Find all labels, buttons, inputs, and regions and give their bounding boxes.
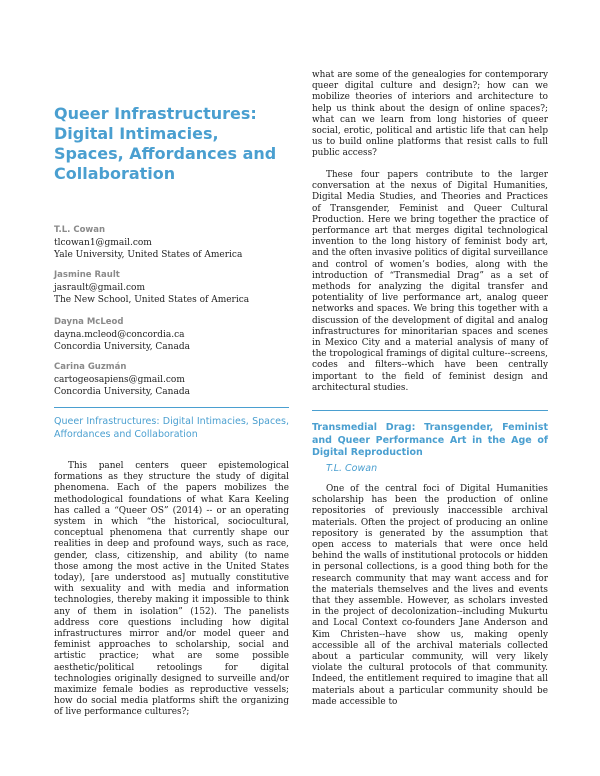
author-block <box>54 361 190 399</box>
author-name: T.L. Cowan <box>54 225 106 235</box>
author-affiliation: Concordia University, Canada <box>54 342 190 352</box>
section-byline: T.L. Cowan <box>326 463 378 474</box>
author-email: cartogeosapiens@gmail.com <box>54 374 185 385</box>
author-affiliation: Concordia University, Canada <box>54 387 190 397</box>
body-paragraph: what are some of the genealogies for contemporary queer digital culture and design?; how can we mobilize theories of interiors and architecture to help us think about the design of online spaces?; what can we learn from long histories of queer social, erotic, political and artistic life that can help us to build online platforms that resist calls to full public access? <box>312 70 548 159</box>
author-affiliation: Yale University, United States of America <box>54 250 243 260</box>
author-name: Carina Guzmán <box>54 362 127 372</box>
section-divider <box>312 410 548 411</box>
author-block <box>54 269 249 307</box>
section-divider <box>54 407 289 408</box>
paper-title: Queer Infrastructures: Digital Intimacies, Spaces, Affordances and Collaboration <box>54 104 277 183</box>
section-heading: Transmedial Drag: Transgender, Feminist and Queer Performance Art in the Age of Digital Reproduction <box>312 422 548 458</box>
section-heading: Queer Infrastructures: Digital Intimacies, Spaces, Affordances and Collaboration <box>54 416 289 440</box>
body-paragraph: One of the central foci of Digital Humanities scholarship has been the production of online repositories of previously inaccessible archival materials. Often the project of producing an online repository is generated by the assumption that open access to materials that were once held behind the walls of institutional protocols or hidden in personal collections, is a good thing both for the research community that may want access and for the materials themselves and the lives and events that they assemble. However, as scholars invested in the project of decolonization--including Mukurtu and Local Context co-founders Jane Anderson and Kim Christen--have show us, making openly accessible all of the archival materials collected about a particular community, will very likely violate the cultural protocols of that community. Indeed, the entitlement required to imagine that all materials about a particular community should be made accessible to <box>312 484 548 707</box>
author-name: Dayna McLeod <box>54 317 124 327</box>
body-paragraph: This panel centers queer epistemological formations as they structure the study of digital phenomena. Each of the papers mobilizes the methodological foundations of what Kara Keeling has called a “Queer OS” (2014) -- or an operating system in which “the historical, sociocultural, conceptual phenomena that currently shape our realities in deep and profound ways, such as race, gender, class, citizenship, and ability (to name those among the most active in the United States today), [are understood as] mutually constitutive with sexuality and with media and information technologies, thereby making it impossible to think any of them in isolation” (152). The panelists address core questions including how digital infrastructures mirror and/or model queer and feminist approaches to scholarship, social and artistic practice; what are some possible aesthetic/political retoolings for digital technologies originally designed to surveille and/or maximize female bodies as reproductive vessels; how do social media platforms shift the organizing of live performance cultures?; <box>54 461 289 718</box>
author-email: dayna.mcleod@concordia.ca <box>54 329 185 340</box>
author-email: tlcowan1@gmail.com <box>54 237 152 248</box>
author-affiliation: The New School, United States of America <box>54 295 250 305</box>
author-email: jasrault@gmail.com <box>54 282 146 293</box>
author-block <box>54 316 190 354</box>
author-name: Jasmine Rault <box>54 270 120 280</box>
author-block <box>54 224 242 262</box>
body-paragraph: These four papers contribute to the larger conversation at the nexus of Digital Humanities, Digital Media Studies, and Theories and Practices of Transgender, Feminist and Queer Cultural Production. Here we bring together the practice of performance art that merges digital technological invention to the long history of feminist body art, and the often invasive politics of digital surveillance and control of women’s bodies, along with the introduction of “Transmedial Drag” as a set of methods for analyzing the digital transfer and potentiality of live performance art, analog queer networks and spaces. We bring this together with a discussion of the development of digital and analog infrastructures for minoritarian spaces and scenes in Mexico City and a material analysis of many of the tropological framings of digital culture--screens, codes and filters--which have been centrally important to the field of feminist design and architectural studies. <box>312 170 548 393</box>
